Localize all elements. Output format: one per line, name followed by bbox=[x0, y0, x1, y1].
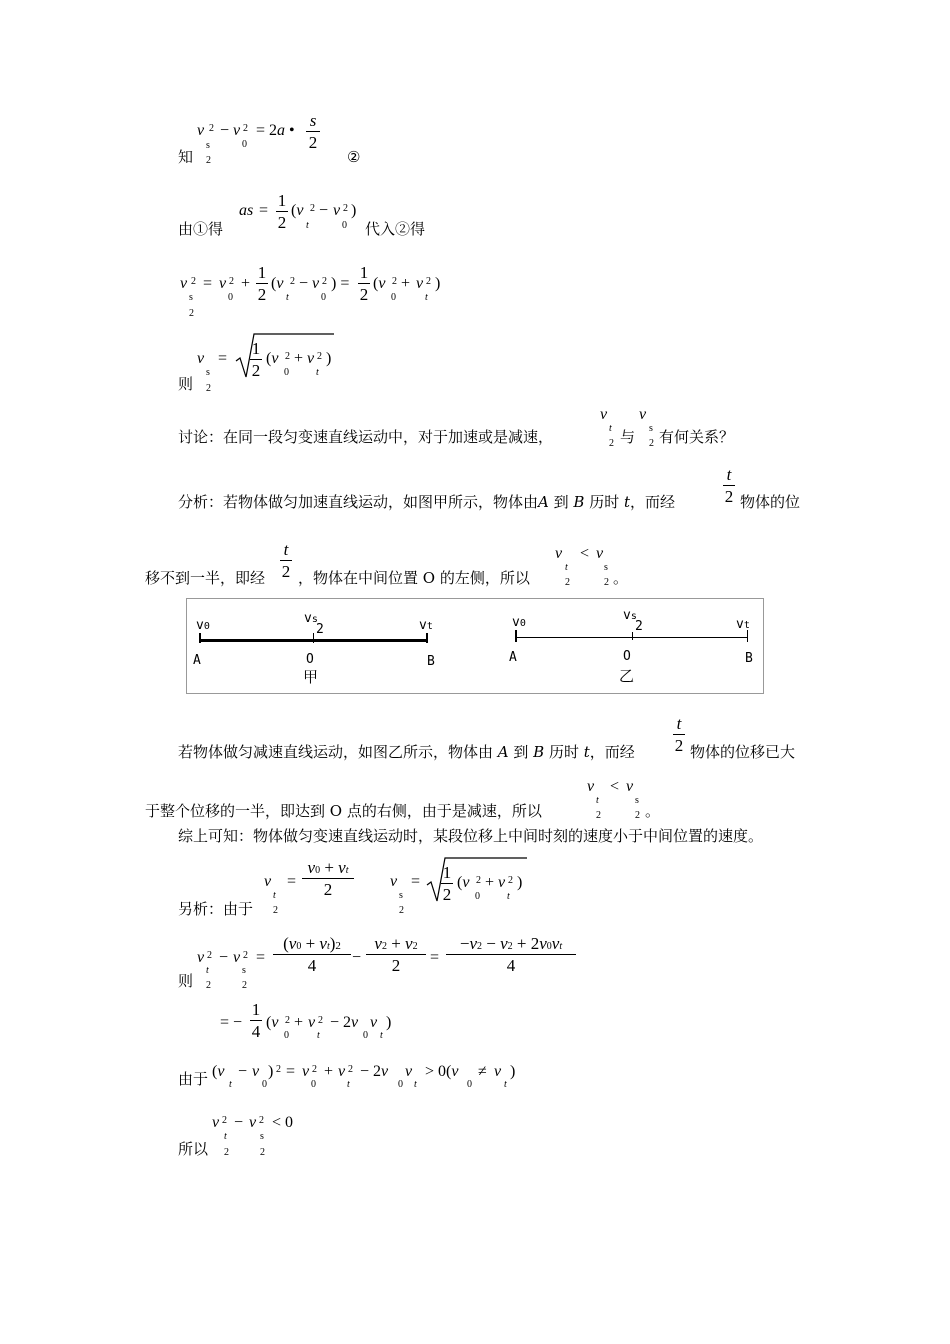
discuss-and: 与 bbox=[620, 428, 636, 446]
move-end: 。 bbox=[613, 569, 629, 587]
point-b: B bbox=[745, 651, 753, 666]
point-o: O bbox=[306, 652, 314, 667]
move-mid: ，物体在中间位置 O 的左侧，所以 bbox=[298, 569, 530, 587]
half-end: 。 bbox=[645, 802, 661, 820]
you1-label: 由①得 bbox=[178, 220, 224, 238]
dairu-label: 代入②得 bbox=[365, 220, 426, 238]
discuss-text: 讨论：在同一段匀变速直线运动中，对于加速或是减速， bbox=[178, 428, 554, 446]
t-over-2: t 2 bbox=[674, 714, 684, 755]
caption-yi: 乙 bbox=[619, 667, 635, 685]
decel-end: 物体的位移已大 bbox=[690, 743, 796, 761]
ze1-label: 则 bbox=[178, 375, 194, 393]
point-b: B bbox=[427, 654, 435, 669]
caption-jia: 甲 bbox=[303, 668, 319, 686]
ze2-label: 则 bbox=[178, 972, 194, 990]
move-text: 移不到一半，即经 bbox=[145, 569, 266, 587]
discuss-end: 有何关系？ bbox=[659, 428, 735, 446]
t-over-2: t 2 bbox=[281, 540, 291, 581]
circle-2: ② bbox=[347, 148, 361, 166]
t-over-2: t 2 bbox=[724, 465, 734, 506]
half-text: 于整个位移的一半，即达到 O 点的右侧，由于是减速，所以 bbox=[145, 802, 542, 820]
motion-figure: v0 vs 2 vt A O B 甲 v0 vs 2 vt A O B 乙 bbox=[186, 598, 764, 694]
point-a: A bbox=[193, 653, 201, 668]
analysis-text: 分析：若物体做匀加速直线运动，如图甲所示，物体由A 到 B 历时 t，而经 bbox=[178, 493, 676, 511]
suoyi-label: 所以 bbox=[178, 1140, 209, 1158]
summary-text: 综上可知：物体做匀变速直线运动时，某段位移上中间时刻的速度小于中间位置的速度。 bbox=[178, 827, 764, 845]
youyu-label: 由于 bbox=[178, 1070, 209, 1088]
analysis-end: 物体的位 bbox=[740, 493, 801, 511]
point-o: O bbox=[623, 649, 631, 664]
decel-text: 若物体做匀减速直线运动，如图乙所示，物体由 A 到 B 历时 t，而经 bbox=[178, 743, 635, 761]
point-a: A bbox=[509, 650, 517, 665]
zhi-label: 知 bbox=[178, 148, 194, 166]
alt-text: 另析：由于 bbox=[178, 900, 254, 918]
